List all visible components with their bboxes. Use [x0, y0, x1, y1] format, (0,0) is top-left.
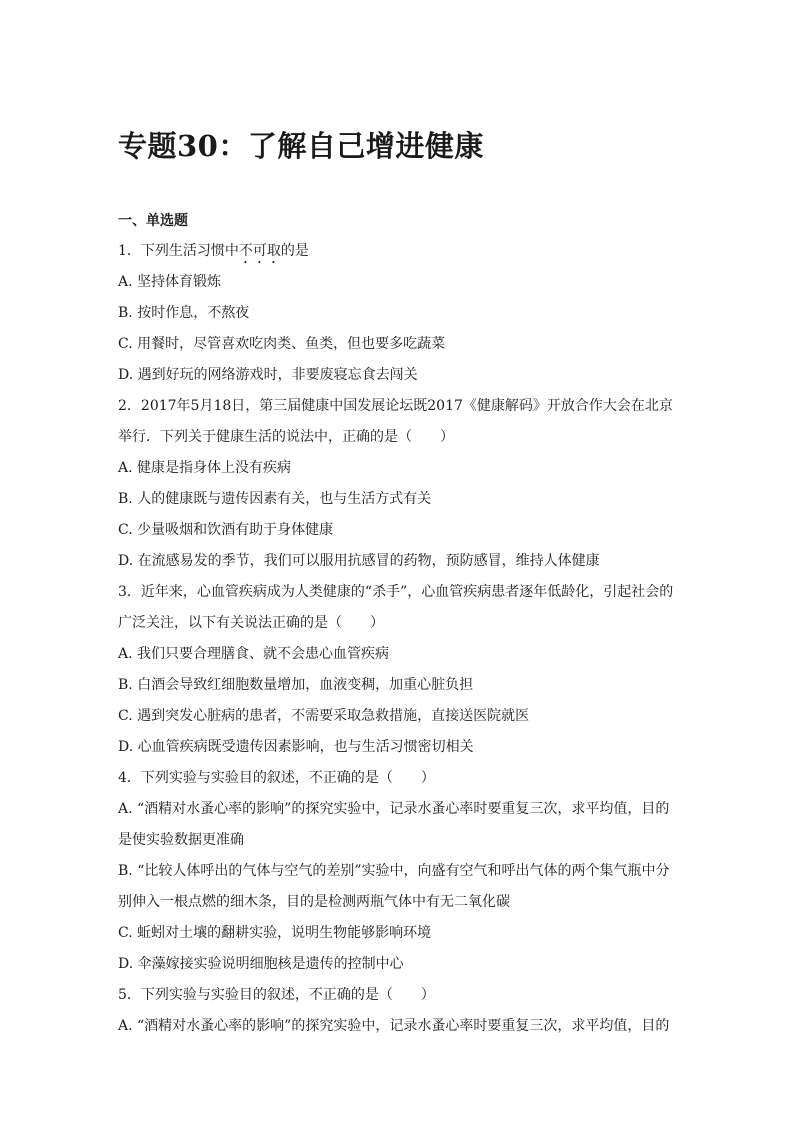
- question-3-stem-line-1: 3．近年来，心血管疾病成为人类健康的“杀手”，心血管疾病患者逐年低龄化，引起社会的: [118, 584, 674, 600]
- question-3-option-a: A. 我们只要合理膳食、就不会患心血管疾病: [118, 646, 390, 662]
- question-3-option-d: D. 心血管疾病既受遗传因素影响，也与生活习惯密切相关: [118, 739, 474, 755]
- question-2-option-b: B. 人的健康既与遗传因素有关，也与生活方式有关: [118, 491, 432, 507]
- question-1-option-d: D. 遇到好玩的网络游戏时，非要废寝忘食去闯关: [118, 367, 418, 383]
- question-1-option-a: A. 坚持体育锻炼: [118, 274, 222, 290]
- question-5-stem: 5．下列实验与实验目的叙述，不正确的是（ ）: [118, 987, 435, 1003]
- question-1-stem-prefix: 1．下列生活习惯中: [118, 243, 239, 259]
- page-title: 专题30：了解自己增进健康: [118, 129, 484, 163]
- question-2-stem-line-2: 举行．下列关于健康生活的说法中，正确的是（ ）: [118, 429, 454, 445]
- question-4-option-a-line-1: A. “酒精对水蚤心率的影响”的探究实验中，记录水蚤心率时要重复三次，求平均值，目的: [118, 801, 670, 817]
- question-1-emphasis: 不可取: [238, 243, 281, 259]
- question-1-stem-suffix: 的是: [280, 243, 309, 259]
- question-4-option-a-line-2: 是使实验数据更准确: [118, 832, 244, 848]
- question-3-option-b: B. 白酒会导致红细胞数量增加，血液变稠，加重心脏负担: [118, 677, 474, 693]
- question-2-option-d: D. 在流感易发的季节，我们可以服用抗感冒的药物，预防感冒，维持人体健康: [118, 553, 600, 569]
- question-1-stem: [118, 236, 714, 267]
- question-2-option-a: A. 健康是指身体上没有疾病: [118, 460, 292, 476]
- question-4-option-c: C. 蚯蚓对土壤的翻耕实验，说明生物能够影响环境: [118, 925, 432, 941]
- question-4-option-b-line-1: B. “比较人体呼出的气体与空气的差别”实验中，向盛有空气和呼出气体的两个集气瓶中分: [118, 863, 670, 879]
- question-3-stem-line-2: 广泛关注，以下有关说法正确的是（ ）: [118, 615, 384, 631]
- section-heading: 一、单选题: [118, 213, 188, 229]
- question-4-option-d: D. 伞藻嫁接实验说明细胞核是遗传的控制中心: [118, 956, 404, 972]
- question-3-option-c: C. 遇到突发心脏病的患者，不需要采取急救措施，直接送医院就医: [118, 708, 530, 724]
- question-2-option-c: C. 少量吸烟和饮酒有助于身体健康: [118, 522, 334, 538]
- question-4-stem: 4．下列实验与实验目的叙述，不正确的是（ ）: [118, 770, 435, 786]
- question-4-option-b-line-2: 别伸入一根点燃的细木条，目的是检测两瓶气体中有无二氧化碳: [118, 894, 510, 910]
- question-5-option-a-line-1: A. “酒精对水蚤心率的影响”的探究实验中，记录水蚤心率时要重复三次，求平均值，目的: [118, 1018, 670, 1034]
- question-1-option-b: B. 按时作息，不熬夜: [118, 305, 250, 321]
- question-1-option-c: C. 用餐时，尽管喜欢吃肉类、鱼类，但也要多吃蔬菜: [118, 336, 446, 352]
- question-2-stem-line-1: 2．2017年5月18日，第三届健康中国发展论坛既2017《健康解码》开放合作大会在北京: [118, 398, 673, 414]
